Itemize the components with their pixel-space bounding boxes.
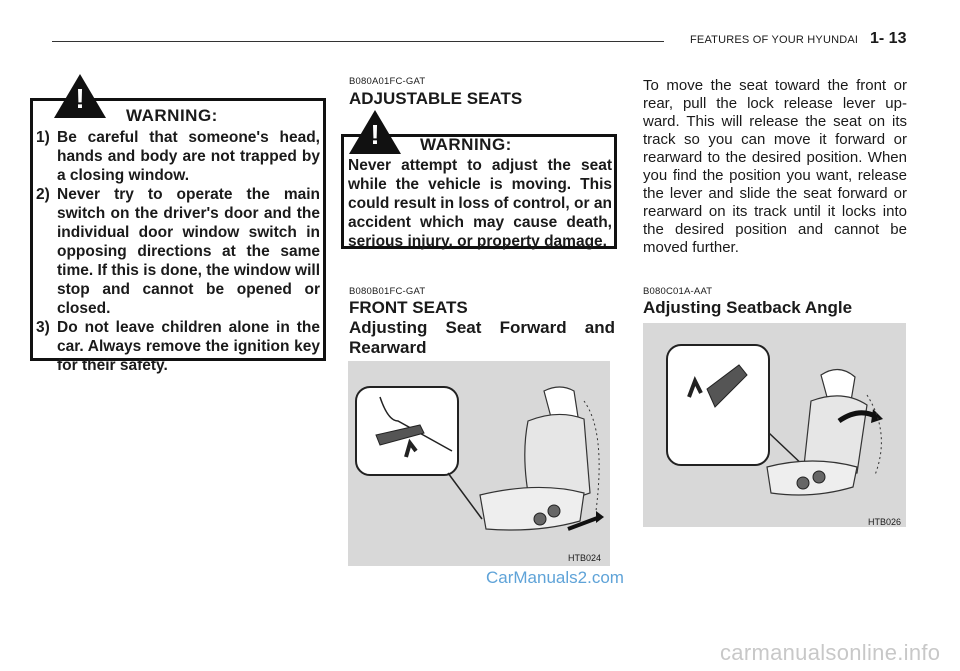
warning-item-number: 2) [36, 186, 50, 203]
window-warning-list [36, 128, 320, 375]
footer-watermark: carmanualsonline.info [720, 640, 941, 665]
page-number: 1- 13 [870, 30, 907, 47]
warning-item-text: Do not leave children alone in the car. Always remove the ignition key for their safety. [57, 319, 320, 374]
warning-item-text: Never try to operate the main switch on the driver's door and the individual door window switch in opposing directions at the same time. If this is done, the window will stop and cannot be opened or closed. [57, 186, 320, 317]
header-rule [52, 41, 664, 42]
header-section-title: FEATURES OF YOUR HYUNDAI [690, 34, 859, 46]
seatback-code: B080C01A-AAT [643, 286, 713, 297]
seat-warning-title: WARNING: [420, 135, 512, 154]
seatback-title: Adjusting Seatback Angle [643, 298, 853, 317]
seatback-drawing [643, 323, 906, 527]
seat-forward-illustration [348, 361, 610, 566]
warning-item [36, 128, 320, 185]
warning-item [36, 185, 320, 318]
seat-instructions: To move the seat toward the front or rear, pull the lock release lever up-ward. This will release the seat on its track so you can move it forward or rearward to the desired position. When you find the position you want, release the lever and slide the seat forward or rearward on its track until it locks into the desired position and cannot be moved further. [643, 77, 907, 256]
warning-item-number: 1) [36, 129, 50, 146]
warning-icon: ! [54, 74, 106, 118]
adjustable-seats-title: ADJUSTABLE SEATS [349, 89, 523, 108]
seat-warning-text: Never attempt to adjust the seat while the vehicle is moving. This could result in loss of control, or an accident which may cause death, serious injury, or property damage. [348, 157, 612, 250]
warning-item-number: 3) [36, 319, 50, 336]
watermark: CarManuals2.com [486, 568, 624, 587]
front-seats-title: FRONT SEATS [349, 298, 468, 317]
warning-icon: ! [349, 110, 401, 154]
window-warning-title: WARNING: [126, 106, 218, 125]
warning-item-text: Be careful that someone's head, hands and body are not trapped by a closing window. [57, 129, 320, 184]
front-seats-subtitle: Adjusting Seat Forward and Rearward [349, 318, 615, 357]
figure-label-htb024: HTB024 [568, 553, 602, 563]
seat-forward-drawing [348, 361, 610, 566]
front-seats-code: B080B01FC-GAT [349, 286, 426, 297]
figure-label-htb026: HTB026 [868, 517, 902, 527]
seatback-illustration [643, 323, 906, 527]
adjustable-seats-code: B080A01FC-GAT [349, 76, 426, 87]
warning-item [36, 318, 320, 375]
